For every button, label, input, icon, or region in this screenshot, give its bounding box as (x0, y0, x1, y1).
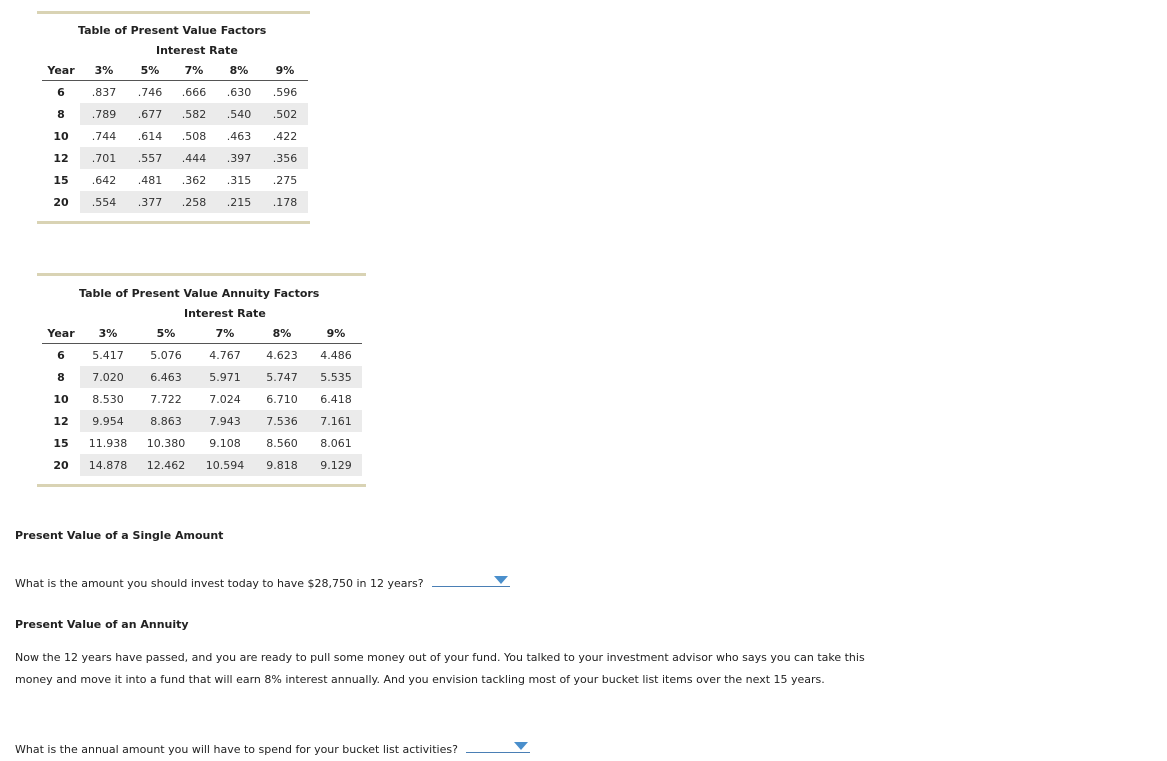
factor-cell: 10.380 (146, 436, 186, 450)
year-column-header: Year (42, 60, 80, 81)
year-cell: 8 (57, 107, 65, 121)
table-row (42, 454, 362, 476)
pva-factors-table-title: Table of Present Value Annuity Factors (79, 287, 320, 300)
table-row (42, 366, 362, 388)
year-cell: 12 (53, 414, 69, 428)
pv-factors-table-title: Table of Present Value Factors (78, 24, 267, 37)
factor-cell: .362 (181, 173, 207, 187)
factor-cell: 9.818 (254, 454, 310, 476)
factor-cell: .789 (80, 103, 128, 125)
factor-cell: .508 (181, 129, 207, 143)
table-row (42, 432, 362, 454)
factor-cell: 7.536 (254, 410, 310, 432)
year-cell: 20 (53, 195, 69, 209)
annuity-question (15, 740, 530, 756)
factor-cell: 7.722 (150, 392, 182, 406)
rate-column-header: 9% (310, 323, 362, 344)
annuity-heading: Present Value of an Annuity (15, 618, 189, 631)
year-cell: 10 (53, 129, 69, 143)
factor-cell: .746 (137, 85, 163, 99)
year-cell: 20 (53, 458, 69, 472)
rate-column-header: 8% (254, 323, 310, 344)
single-amount-question (15, 574, 510, 590)
factor-cell: 9.129 (310, 454, 362, 476)
factor-cell: 7.024 (209, 392, 241, 406)
factor-cell: .630 (226, 85, 252, 99)
factor-cell: .444 (172, 147, 216, 169)
factor-cell: 6.463 (136, 366, 196, 388)
factor-cell: .397 (216, 147, 262, 169)
factor-cell: 11.938 (88, 436, 128, 450)
table-row (42, 147, 308, 169)
rate-column-header: 7% (172, 60, 216, 81)
year-column-header: Year (42, 323, 80, 344)
rate-column-header: 9% (262, 60, 308, 81)
pva-factors-header-row (42, 323, 362, 344)
factor-cell: 5.971 (196, 366, 254, 388)
factor-cell: .178 (262, 191, 308, 213)
rate-column-header: 3% (80, 323, 136, 344)
table-row (42, 125, 308, 147)
factor-cell: .502 (262, 103, 308, 125)
table-row (42, 103, 308, 125)
year-cell: 6 (57, 85, 65, 99)
rate-column-header: 3% (80, 60, 128, 81)
table-row (42, 191, 308, 213)
year-cell: 15 (53, 436, 69, 450)
factor-cell: 5.417 (92, 348, 124, 362)
factor-cell: .666 (181, 85, 207, 99)
factor-cell: 7.943 (196, 410, 254, 432)
factor-cell: 12.462 (136, 454, 196, 476)
year-cell: 12 (53, 151, 69, 165)
factor-cell: 6.710 (266, 392, 298, 406)
rate-column-header: 5% (128, 60, 172, 81)
factor-cell: .614 (137, 129, 163, 143)
year-cell: 8 (57, 370, 65, 384)
factor-cell: .596 (272, 85, 298, 99)
factor-cell: .315 (226, 173, 252, 187)
factor-cell: 8.061 (320, 436, 352, 450)
factor-cell: 4.623 (266, 348, 298, 362)
factor-cell: 5.076 (150, 348, 182, 362)
single-amount-answer-dropdown[interactable] (432, 574, 510, 587)
factor-cell: 7.161 (310, 410, 362, 432)
factor-cell: 10.594 (196, 454, 254, 476)
pv-factors-table (42, 60, 308, 213)
factor-cell: .642 (91, 173, 117, 187)
factor-cell: .258 (172, 191, 216, 213)
year-cell: 10 (53, 392, 69, 406)
factor-cell: 7.020 (80, 366, 136, 388)
factor-cell: 6.418 (320, 392, 352, 406)
factor-cell: .554 (80, 191, 128, 213)
factor-cell: .557 (128, 147, 172, 169)
table-row (42, 410, 362, 432)
single-amount-heading: Present Value of a Single Amount (15, 529, 224, 542)
factor-cell: .422 (272, 129, 298, 143)
table-row (42, 169, 308, 191)
table-row (42, 81, 308, 104)
pva-factors-table (42, 323, 362, 476)
factor-cell: .837 (91, 85, 117, 99)
factor-cell: .582 (172, 103, 216, 125)
single-amount-question-text: What is the amount you should invest today to have $28,750 in 12 years? (15, 577, 424, 590)
factor-cell: 14.878 (80, 454, 136, 476)
annuity-answer-dropdown[interactable] (466, 740, 530, 753)
year-cell: 6 (57, 348, 65, 362)
factor-cell: 5.535 (310, 366, 362, 388)
factor-cell: .481 (137, 173, 163, 187)
rate-column-header: 5% (136, 323, 196, 344)
factor-cell: 9.954 (80, 410, 136, 432)
rate-column-header: 7% (196, 323, 254, 344)
factor-cell: .744 (91, 129, 117, 143)
factor-cell: 9.108 (209, 436, 241, 450)
factor-cell: 4.767 (209, 348, 241, 362)
factor-cell: 8.530 (92, 392, 124, 406)
dropdown-arrow-icon[interactable] (514, 742, 528, 750)
factor-cell: .356 (262, 147, 308, 169)
factor-cell: .677 (128, 103, 172, 125)
factor-cell: .275 (272, 173, 298, 187)
factor-cell: .701 (80, 147, 128, 169)
pv-factors-interest-rate-label: Interest Rate (156, 44, 238, 57)
factor-cell: 8.560 (266, 436, 298, 450)
factor-cell: 5.747 (254, 366, 310, 388)
table-row (42, 388, 362, 410)
year-cell: 15 (53, 173, 69, 187)
factor-cell: .215 (216, 191, 262, 213)
annuity-question-text: What is the annual amount you will have to spend for your bucket list activities? (15, 743, 458, 756)
factor-cell: .463 (226, 129, 252, 143)
factor-cell: .540 (216, 103, 262, 125)
pva-factors-interest-rate-label: Interest Rate (184, 307, 266, 320)
factor-cell: 8.863 (136, 410, 196, 432)
table-row (42, 344, 362, 367)
rate-column-header: 8% (216, 60, 262, 81)
factor-cell: .377 (128, 191, 172, 213)
factor-cell: 4.486 (320, 348, 352, 362)
dropdown-arrow-icon[interactable] (494, 576, 508, 584)
pv-factors-header-row (42, 60, 308, 81)
annuity-description: Now the 12 years have passed, and you are ready to pull some money out of your fund. You talked to your investment advisor who says you can take this money and move it into a fund that will earn 8% interest annually. And you envision tackling most of your bucket list items over the next 15 years. (15, 651, 865, 686)
